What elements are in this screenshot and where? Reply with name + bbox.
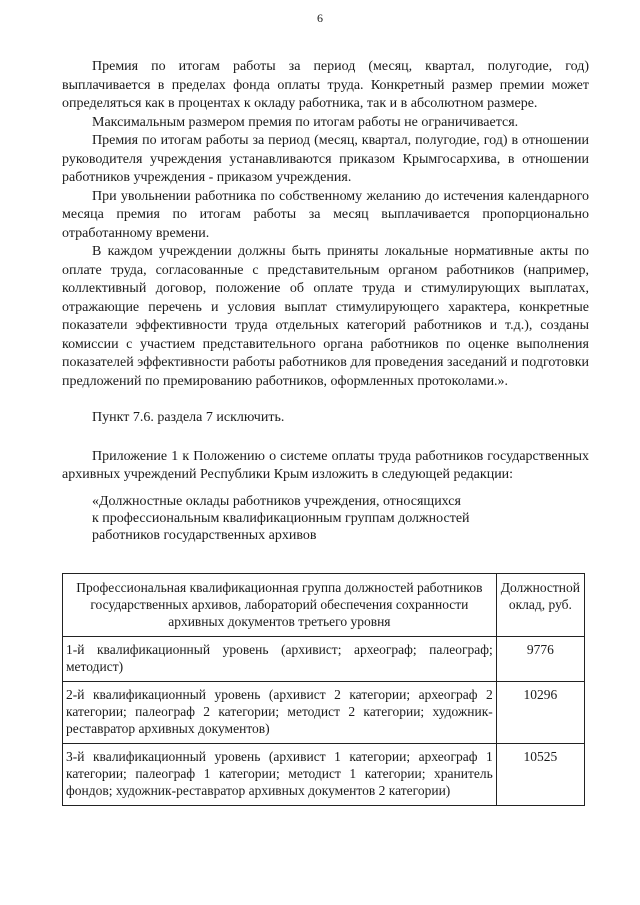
paragraph-bonus-period: Премия по итогам работы за период (месяц, квартал, полугодие, год) выплачивается в пределах фонда оплаты труда. Конкретный размер премии может определяться как в процентах к окладу работника, так и в абсолютном размере. bbox=[62, 59, 589, 111]
table-row bbox=[63, 744, 585, 806]
salary-table bbox=[62, 573, 585, 806]
appendix-intro: Приложение 1 к Положению о системе оплаты труда работников государственных архивных учреждений Республики Крым изложить в следующей редакции: bbox=[62, 448, 589, 482]
level-cell: 1-й квалификационный уровень (архивист; археограф; палеограф; методист) bbox=[63, 637, 497, 682]
paragraph-bonus-max: Максимальным размером премия по итогам работы не ограничивается. bbox=[92, 114, 519, 130]
table-title-line-1: «Должностные оклады работников учреждения, относящихся bbox=[92, 493, 461, 509]
salary-cell: 9776 bbox=[496, 637, 584, 682]
table-title-line-3: работников государственных архивов bbox=[92, 527, 317, 543]
header-salary: Должностной оклад, руб. bbox=[496, 574, 584, 637]
salary-cell: 10525 bbox=[496, 744, 584, 806]
table-row bbox=[63, 637, 585, 682]
paragraph-local-acts: В каждом учреждении должны быть приняты локальные нормативные акты по оплате труда, согласованные с представительным органом работников (например, коллективный договор, положение об оплате труда и стимулирующих выплатах, отражающие перечень и условия выплат стимулирующего характера, конкретные показатели эффективности труда отдельных категорий работников и т.д.), созданы комиссии с участием представительного органа работников по оценке выполнения показателей эффективности работы работников для проведения заседаний и подготовки предложений по премированию работников, оформленных протоколами.». bbox=[62, 244, 589, 389]
header-qualification-group: Профессиональная квалификационная группа должностей работников государственных архивов, лабораторий обеспечения сохранности архивных документов третьего уровня bbox=[63, 574, 497, 637]
table-header-row bbox=[63, 574, 585, 637]
paragraph-dismissal: При увольнении работника по собственному желанию до истечения календарного месяца премия по итогам работы за месяц выплачивается пропорционально отработанному времени. bbox=[62, 188, 589, 241]
document-body bbox=[62, 58, 589, 544]
salary-cell: 10296 bbox=[496, 682, 584, 744]
table-title-line-2: к профессиональным квалификационным группам должностей bbox=[92, 510, 470, 526]
level-cell: 2-й квалификационный уровень (архивист 2 категории; археограф 2 категории; палеограф 2 категории; методист 2 категории; художник-реставратор архивных документов) bbox=[63, 682, 497, 744]
table-row bbox=[63, 682, 585, 744]
page-number: 6 bbox=[317, 11, 323, 25]
clause-exclude: Пункт 7.6. раздела 7 исключить. bbox=[92, 410, 285, 425]
paragraph-bonus-order: Премия по итогам работы за период (месяц, квартал, полугодие, год) в отношении руководителя учреждения устанавливаются приказом Крымгосархива, в отношении работников учреждения - приказом учреждения. bbox=[62, 133, 589, 185]
level-cell: 3-й квалификационный уровень (архивист 1 категории; археограф 1 категории; палеограф 1 категории; методист 1 категории; хранитель фондов; художник-реставратор архивных документов 2 категории) bbox=[63, 744, 497, 806]
